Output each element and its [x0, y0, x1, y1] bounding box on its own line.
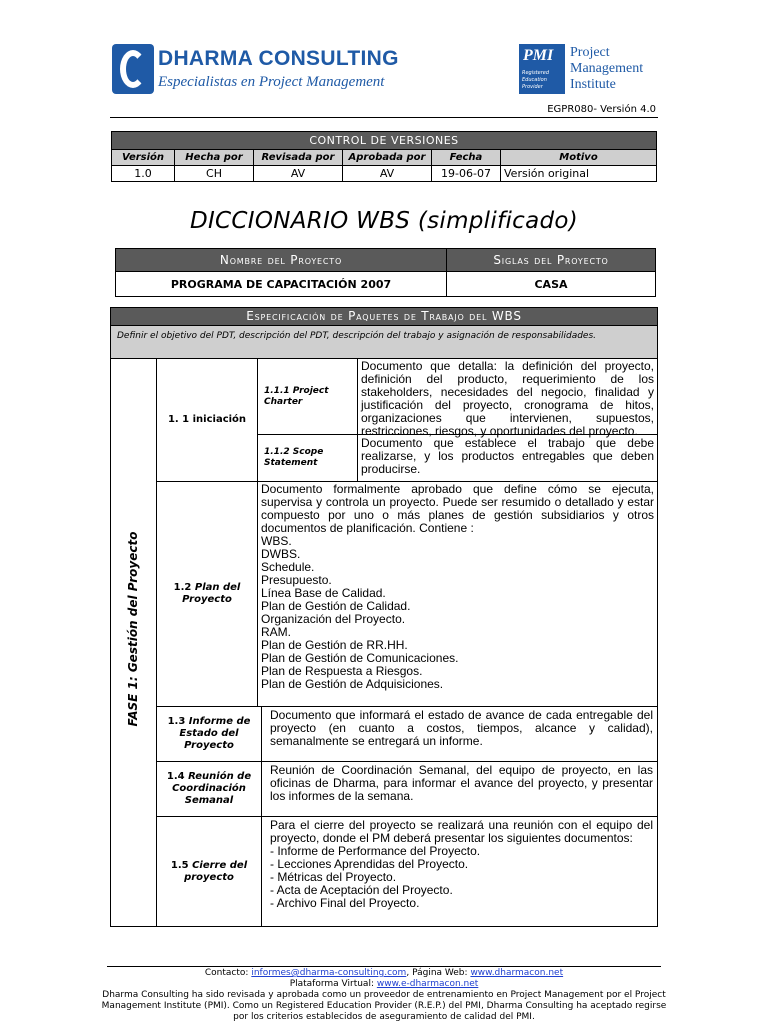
- plan-component-item: Plan de Gestión de RR.HH.: [261, 638, 408, 652]
- desc-1-5-list: [270, 845, 653, 910]
- wbs-header: Especificación de Paquetes de Trabajo del WBS: [111, 308, 657, 325]
- plan-component-item: Plan de Gestión de Adquisiciones.: [261, 677, 444, 691]
- desc-1-1-2: Documento que establece el trabajo que debe realizarse, y los productos entregables que deben producirse.: [357, 434, 657, 481]
- phase-label: FASE 1: Gestión del Proyecto: [111, 359, 157, 926]
- closure-document-item: - Archivo Final del Proyecto.: [270, 896, 420, 910]
- document-title: DICCIONARIO WBS (simplificado): [189, 208, 579, 234]
- cell-reviewed-by: AV: [254, 166, 343, 182]
- website-link[interactable]: www.dharmacon.net: [470, 968, 564, 978]
- closure-document-item: - Acta de Aceptación del Proyecto.: [270, 883, 453, 897]
- versions-title: CONTROL DE VERSIONES: [112, 132, 657, 150]
- closure-document-item: - Métricas del Proyecto.: [270, 870, 397, 884]
- desc-1-2: Documento formalmente aprobado que define cómo se ejecuta, supervisa y controla un proyecto. Puede ser resumido o detallado y estar compuesto por uno o más planes de gestión subsidiarios y otros documentos de planificación. Contiene : WBS. DWBS. Schedule. Presupuesto. Línea Base de Calidad. Plan de Gestión de Calidad. Organización del Proyecto. RAM. Plan de Gestión de RR.HH. Plan de Gestión de Comunicaciones. Plan de Respuesta a Riesgos. Plan de Gestión de Adquisiciones.: [257, 481, 657, 706]
- cell-made-by: CH: [175, 166, 254, 182]
- plan-component-item: Plan de Respuesta a Riesgos.: [261, 664, 423, 678]
- cell-approved-by: AV: [343, 166, 432, 182]
- wbs-subheader: Definir el objetivo del PDT, descripción del PDT, descripción del trabajo y asignación de responsabilidades.: [111, 325, 657, 359]
- col-approved-by: Aprobada por: [343, 150, 432, 166]
- col-date: Fecha: [432, 150, 501, 166]
- footer-divider: [107, 966, 661, 967]
- item-1-5: 1.5 Cierre del proyecto: [157, 816, 261, 926]
- cell-reason: Versión original: [501, 166, 657, 182]
- footer: Contacto: informes@dharma-consulting.com, Página Web: www.dharmacon.net Plataforma Virtual: www.e-dharmacon.net Dharma Consulting ha sido revisada y aprobada como un proveedor de entrenamiento en Project Management por el Project Management Institute (PMI). Como un Registered Education Provider (R.E.P.) del PMI, Dharma Consulting ha aceptado regirse por los criterios establecidos de aseguramiento de calidad del PMI.: [101, 968, 667, 1022]
- plan-component-item: Presupuesto.: [261, 573, 332, 587]
- desc-1-1-1: Documento que detalla: la definición del proyecto, definición del producto, requerimiento de los stakeholders, necesidades del negocio, finalidad y justificación del proyecto, cronograma de hitos, organizaciones que intervienen, supuestos, restricciones, riesgos, y oportunidades del proyecto.: [357, 359, 657, 434]
- project-name: PROGRAMA DE CAPACITACIÓN 2007: [116, 272, 447, 297]
- plan-component-item: RAM.: [261, 625, 291, 639]
- item-1-3: 1.3 Informe de Estado del Proyecto: [157, 706, 261, 761]
- svg-text:Provider: Provider: [522, 84, 543, 90]
- footer-note: Dharma Consulting ha sido revisada y aprobada como un proveedor de entrenamiento en Project Management por el Project Management Institute (PMI). Como un Registered Education Provider (R.E.P.) del PMI, Dharma Consulting ha aceptado regirse por los criterios establecidos de aseguramiento de calidad del PMI.: [101, 990, 667, 1022]
- cell-version: 1.0: [112, 166, 175, 182]
- closure-document-item: - Lecciones Aprendidas del Proyecto.: [270, 857, 469, 871]
- plan-component-item: Plan de Gestión de Calidad.: [261, 599, 411, 613]
- svg-text:Registered: Registered: [522, 70, 550, 76]
- svg-text:PMI: PMI: [523, 47, 554, 64]
- plan-component-item: Schedule.: [261, 560, 315, 574]
- item-1-4: 1.4 Reunión de Coordinación Semanal: [157, 761, 261, 816]
- plan-component-item: WBS.: [261, 534, 292, 548]
- item-1-1-1: 1.1.1 Project Charter: [257, 359, 357, 434]
- cell-date: 19-06-07: [432, 166, 501, 182]
- plan-component-item: Plan de Gestión de Comunicaciones.: [261, 651, 459, 665]
- versions-table: [111, 131, 657, 182]
- pmi-name: Project Management Institute: [570, 45, 644, 92]
- wbs-table: [110, 307, 658, 927]
- col-version: Versión: [112, 150, 175, 166]
- brand-name: DHARMA CONSULTING: [158, 47, 399, 70]
- desc-1-5: Para el cierre del proyecto se realizará una reunión con el equipo del proyecto, donde el PM deberá presentar los siguientes documentos: - Informe de Performance del Proyecto. - Lecciones Aprendidas del Proyecto. - Métricas del Proyecto. - Acta de Aceptación del Proyecto. - Archivo Final del Proyecto.: [261, 816, 657, 926]
- desc-1-4: Reunión de Coordinación Semanal, del equipo de proyecto, en las oficinas de Dharma, para informar el avance del proyecto, y presentar los informes de la semana.: [261, 761, 657, 816]
- project-code-header: Siglas del Proyecto: [447, 249, 656, 272]
- plan-component-item: Línea Base de Calidad.: [261, 586, 386, 600]
- item-1-1-2: 1.1.2 Scope Statement: [257, 434, 357, 481]
- project-name-header: Nombre del Proyecto: [116, 249, 447, 272]
- closure-document-item: - Informe de Performance del Proyecto.: [270, 844, 481, 858]
- brand-tagline: Especialistas en Project Management: [158, 74, 385, 90]
- platform-link[interactable]: www.e-dharmacon.net: [376, 979, 479, 989]
- project-table: [115, 248, 656, 297]
- plan-component-item: Organización del Proyecto.: [261, 612, 406, 626]
- desc-1-2-list: [261, 535, 654, 691]
- item-1-1: 1. 1 iniciación: [167, 414, 247, 425]
- pmi-logo: [519, 44, 565, 94]
- col-reviewed-by: Revisada por: [254, 150, 343, 166]
- plan-component-item: DWBS.: [261, 547, 301, 561]
- desc-1-3: Documento que informará el estado de avance de cada entregable del proyecto (en cuanto a costos, tiempos, alcance y calidad), semanalmente se entregará un informe.: [261, 706, 657, 761]
- dharma-logo: [112, 44, 154, 94]
- document-code: EGPR080- Versión 4.0: [547, 104, 656, 115]
- col-made-by: Hecha por: [175, 150, 254, 166]
- col-reason: Motivo: [501, 150, 657, 166]
- project-code: CASA: [447, 272, 656, 297]
- header-divider: [110, 117, 658, 118]
- item-1-2: 1.2 Plan del Proyecto: [157, 481, 257, 706]
- contact-email-link[interactable]: informes@dharma-consulting.com: [251, 968, 407, 978]
- svg-text:Education: Education: [522, 77, 547, 83]
